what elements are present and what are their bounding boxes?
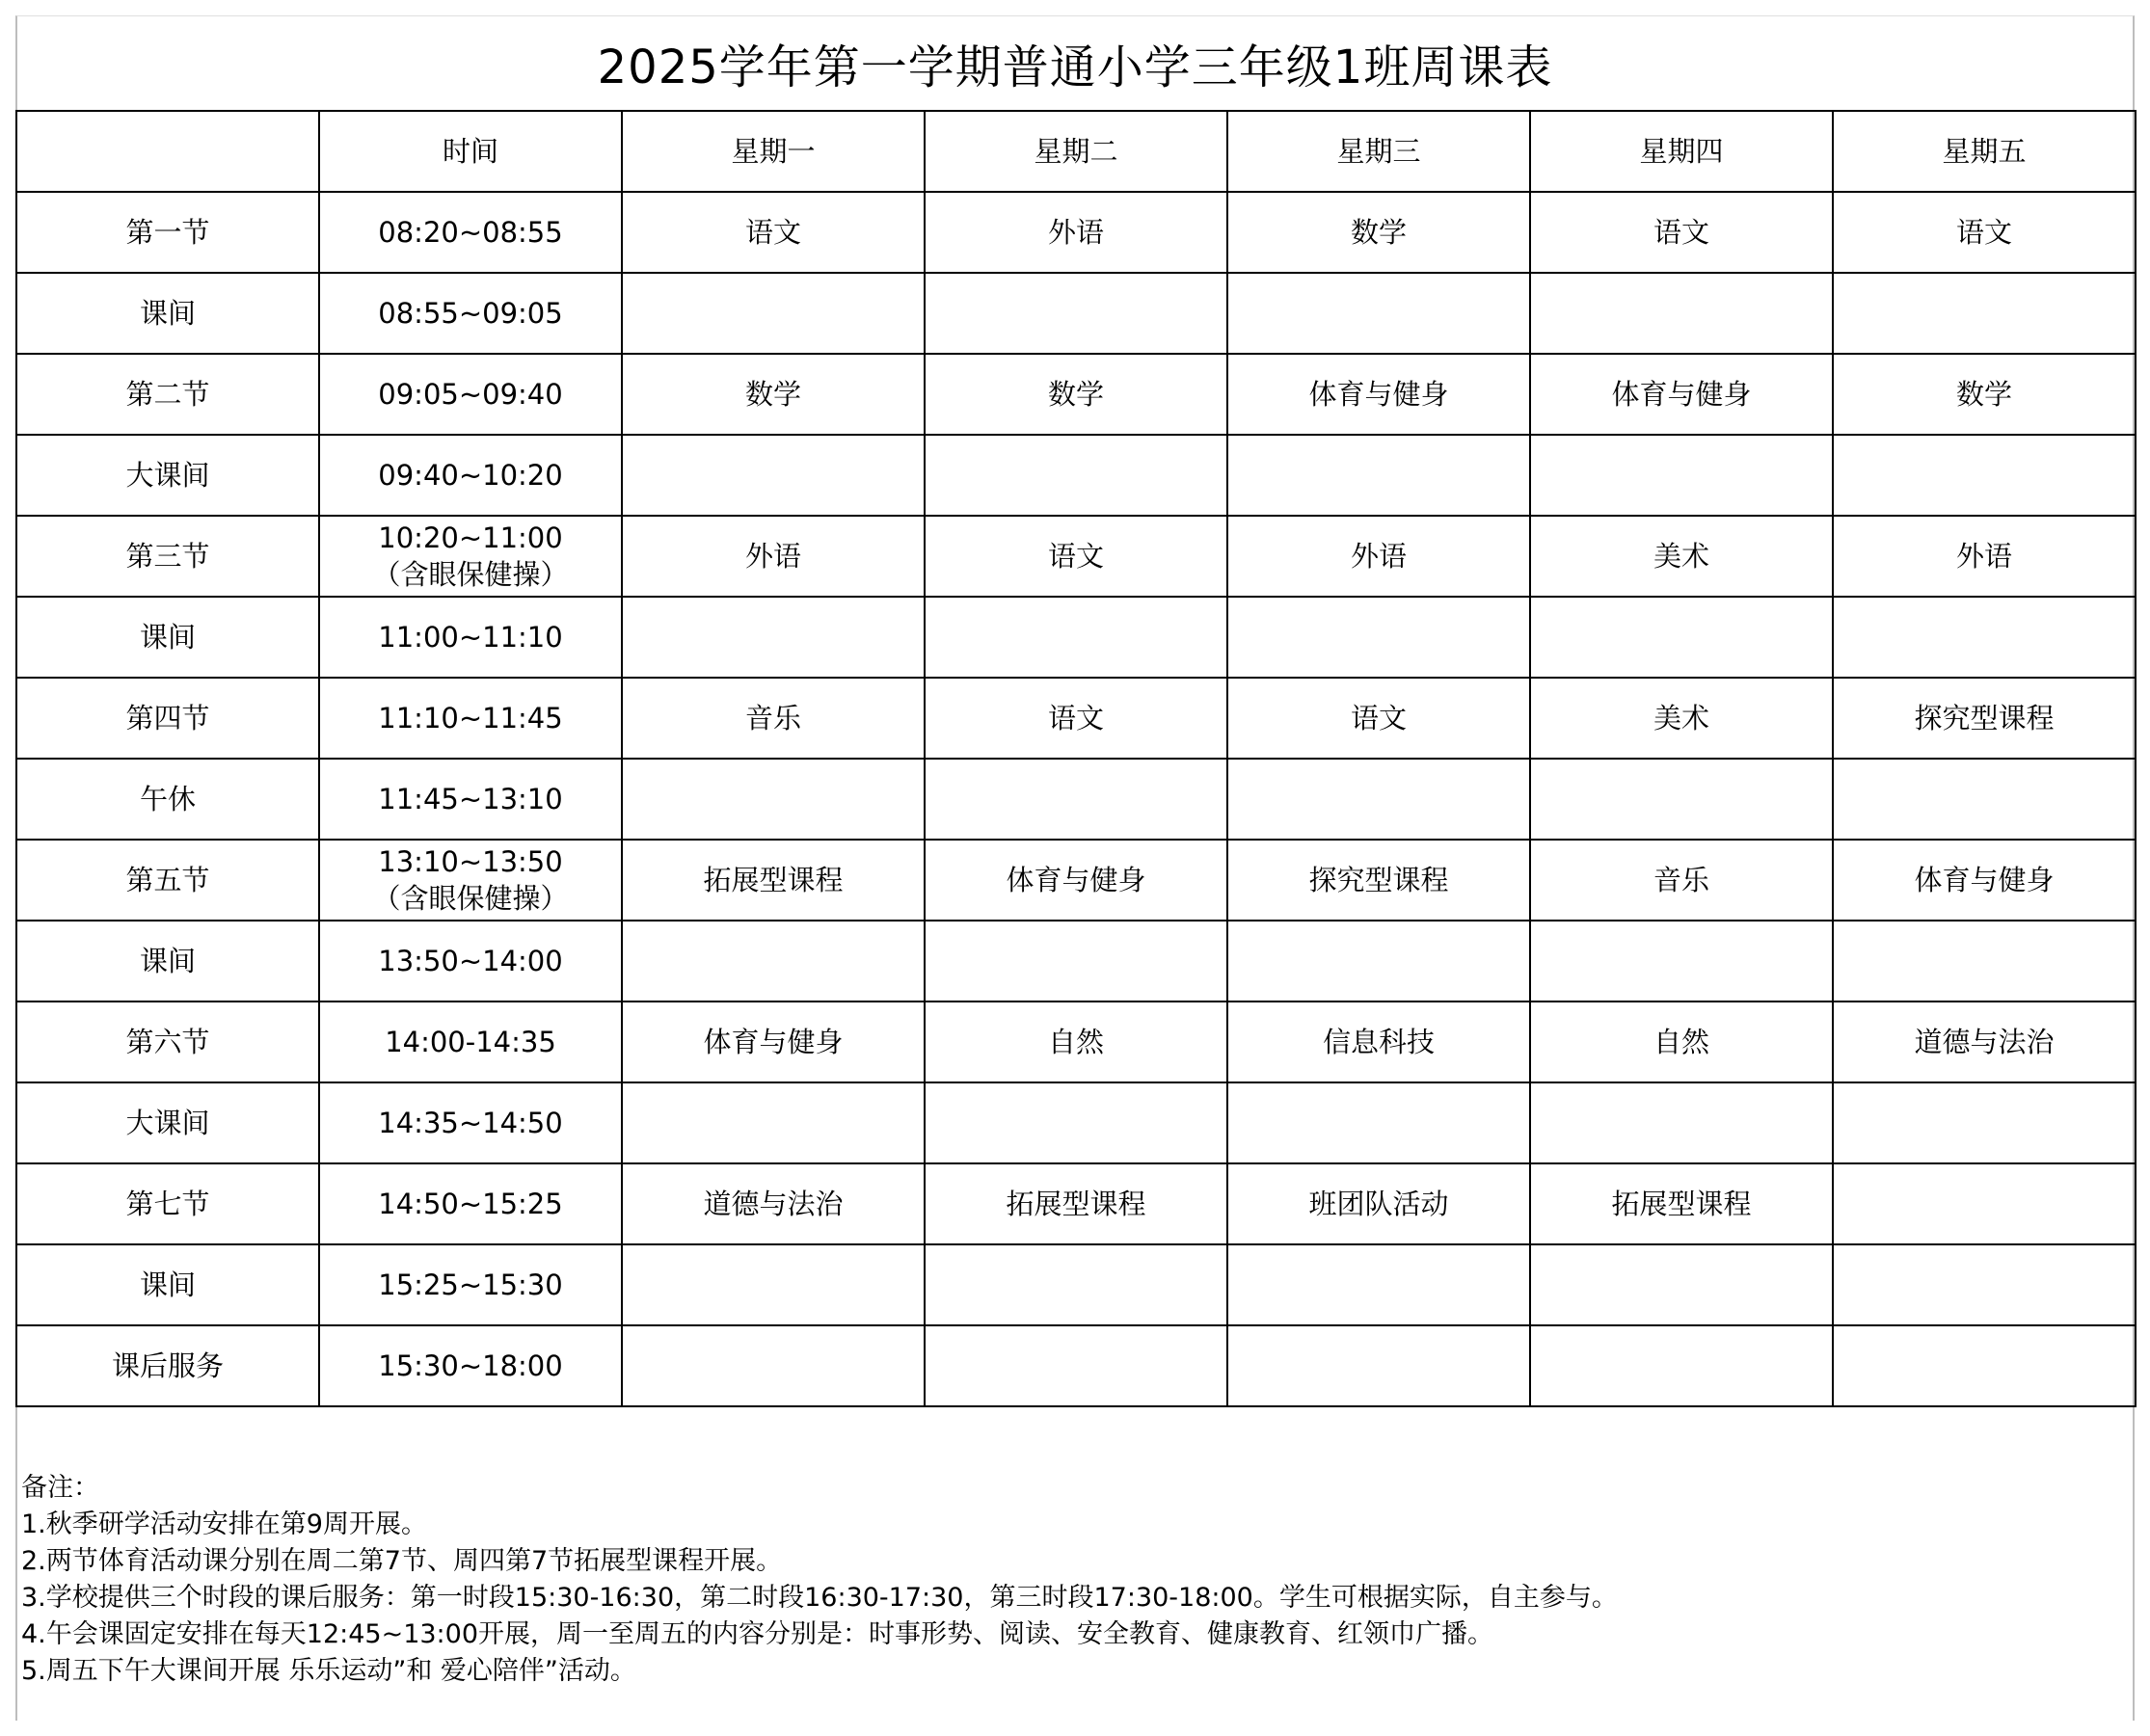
course-cell: 音乐: [622, 678, 925, 759]
course-cell: 美术: [1530, 678, 1833, 759]
course-cell: [1227, 435, 1530, 516]
time-cell: [319, 516, 622, 597]
table-row: [16, 435, 2136, 516]
schedule-table: [15, 110, 2137, 1407]
time-range: 10:20~11:00: [378, 521, 563, 554]
period-cell: 课间: [16, 273, 319, 354]
course-cell: [1227, 921, 1530, 1002]
period-cell: 课间: [16, 921, 319, 1002]
course-cell: 数学: [1227, 192, 1530, 273]
course-cell: [1833, 921, 2136, 1002]
period-cell: 大课间: [16, 435, 319, 516]
time-cell: [319, 840, 622, 921]
course-cell: 美术: [1530, 516, 1833, 597]
course-cell: 语文: [925, 516, 1227, 597]
course-cell: [925, 921, 1227, 1002]
course-cell: [925, 435, 1227, 516]
course-cell: 班团队活动: [1227, 1163, 1530, 1244]
course-cell: 道德与法治: [622, 1163, 925, 1244]
time-cell: 09:40~10:20: [319, 435, 622, 516]
period-cell: 第七节: [16, 1163, 319, 1244]
table-row: [16, 354, 2136, 435]
course-cell: [925, 1325, 1227, 1406]
course-cell: [1530, 759, 1833, 840]
note-line: 5.周五下午大课间开展 乐乐运动”和 爱心陪伴”活动。: [21, 1656, 636, 1686]
time-note: （含眼保健操）: [372, 882, 569, 915]
header-cell-time: 时间: [319, 111, 622, 192]
course-cell: [622, 435, 925, 516]
course-cell: 自然: [1530, 1002, 1833, 1082]
note-line: 1.秋季研学活动安排在第9周开展。: [21, 1509, 427, 1539]
course-cell: 外语: [622, 516, 925, 597]
period-cell: 第三节: [16, 516, 319, 597]
table-row: [16, 1082, 2136, 1163]
period-cell: 课间: [16, 1244, 319, 1325]
course-cell: [1530, 1244, 1833, 1325]
page-title: 2025学年第一学期普通小学三年级1班周课表: [597, 40, 1553, 94]
course-cell: [1833, 1244, 2136, 1325]
time-range: 13:10~13:50: [378, 845, 563, 878]
time-cell: 11:10~11:45: [319, 678, 622, 759]
course-cell: 体育与健身: [925, 840, 1227, 921]
course-cell: 自然: [925, 1002, 1227, 1082]
course-cell: [1530, 1082, 1833, 1163]
course-cell: [1833, 597, 2136, 678]
course-cell: 体育与健身: [1833, 840, 2136, 921]
table-row: [16, 273, 2136, 354]
table-row: [16, 516, 2136, 597]
time-cell: 13:50~14:00: [319, 921, 622, 1002]
course-cell: 外语: [1833, 516, 2136, 597]
header-row: [16, 111, 2136, 192]
course-cell: [925, 1244, 1227, 1325]
time-cell: 14:35~14:50: [319, 1082, 622, 1163]
course-cell: [622, 759, 925, 840]
table-row: [16, 1244, 2136, 1325]
notes-heading: 备注：: [21, 1473, 99, 1503]
course-cell: [925, 597, 1227, 678]
course-cell: 探究型课程: [1227, 840, 1530, 921]
course-cell: 外语: [1227, 516, 1530, 597]
time-cell: 08:20~08:55: [319, 192, 622, 273]
course-cell: 数学: [925, 354, 1227, 435]
time-cell: 15:30~18:00: [319, 1325, 622, 1406]
course-cell: 信息科技: [1227, 1002, 1530, 1082]
course-cell: [925, 759, 1227, 840]
time-cell: 11:00~11:10: [319, 597, 622, 678]
course-cell: 语文: [1530, 192, 1833, 273]
time-cell: 11:45~13:10: [319, 759, 622, 840]
course-cell: [1833, 1325, 2136, 1406]
course-cell: 数学: [1833, 354, 2136, 435]
header-cell-monday: 星期一: [622, 111, 925, 192]
period-cell: 课后服务: [16, 1325, 319, 1406]
course-cell: 语文: [1833, 192, 2136, 273]
course-cell: [1227, 1244, 1530, 1325]
schedule-body: [16, 192, 2136, 1406]
course-cell: [1833, 1163, 2136, 1244]
course-cell: [1833, 759, 2136, 840]
period-cell: 第五节: [16, 840, 319, 921]
course-cell: [622, 597, 925, 678]
time-cell: 14:00-14:35: [319, 1002, 622, 1082]
time-note: （含眼保健操）: [372, 558, 569, 591]
table-row: [16, 597, 2136, 678]
time-cell: 15:25~15:30: [319, 1244, 622, 1325]
table-row: [16, 759, 2136, 840]
course-cell: 语文: [622, 192, 925, 273]
course-cell: [1530, 435, 1833, 516]
course-cell: 道德与法治: [1833, 1002, 2136, 1082]
course-cell: 拓展型课程: [925, 1163, 1227, 1244]
table-row: [16, 192, 2136, 273]
notes-section: [21, 1470, 2123, 1690]
course-cell: [925, 1082, 1227, 1163]
course-cell: [622, 921, 925, 1002]
course-cell: [1227, 597, 1530, 678]
course-cell: [1227, 759, 1530, 840]
header-cell-tuesday: 星期二: [925, 111, 1227, 192]
course-cell: [1530, 921, 1833, 1002]
course-cell: 外语: [925, 192, 1227, 273]
note-line: 3.学校提供三个时段的课后服务：第一时段15:30-16:30，第二时段16:30-17:30，第三时段17:30-18:00。学生可根据实际，自主参与。: [21, 1583, 1618, 1613]
course-cell: 拓展型课程: [1530, 1163, 1833, 1244]
table-row: [16, 1002, 2136, 1082]
period-cell: 课间: [16, 597, 319, 678]
course-cell: 体育与健身: [1227, 354, 1530, 435]
table-row: [16, 921, 2136, 1002]
header-cell-blank: [16, 111, 319, 192]
course-cell: [1833, 1082, 2136, 1163]
course-cell: 语文: [925, 678, 1227, 759]
time-cell: 14:50~15:25: [319, 1163, 622, 1244]
header-cell-friday: 星期五: [1833, 111, 2136, 192]
note-line: 4.午会课固定安排在每天12:45~13:00开展，周一至周五的内容分别是：时事形势、阅读、安全教育、健康教育、红领巾广播。: [21, 1619, 1494, 1649]
table-row: [16, 840, 2136, 921]
table-row: [16, 1163, 2136, 1244]
course-cell: [1833, 435, 2136, 516]
course-cell: [622, 1244, 925, 1325]
course-cell: 探究型课程: [1833, 678, 2136, 759]
table-row: [16, 678, 2136, 759]
period-cell: 午休: [16, 759, 319, 840]
course-cell: [1530, 597, 1833, 678]
course-cell: [1530, 1325, 1833, 1406]
course-cell: [925, 273, 1227, 354]
period-cell: 第二节: [16, 354, 319, 435]
period-cell: 第四节: [16, 678, 319, 759]
course-cell: [1227, 1082, 1530, 1163]
course-cell: 数学: [622, 354, 925, 435]
course-cell: 体育与健身: [1530, 354, 1833, 435]
course-cell: [1227, 1325, 1530, 1406]
header-cell-thursday: 星期四: [1530, 111, 1833, 192]
course-cell: 体育与健身: [622, 1002, 925, 1082]
header-cell-wednesday: 星期三: [1227, 111, 1530, 192]
course-cell: [622, 273, 925, 354]
table-row: [16, 1325, 2136, 1406]
course-cell: 音乐: [1530, 840, 1833, 921]
time-cell: 09:05~09:40: [319, 354, 622, 435]
course-cell: [622, 1082, 925, 1163]
period-cell: 大课间: [16, 1082, 319, 1163]
period-cell: 第一节: [16, 192, 319, 273]
course-cell: 语文: [1227, 678, 1530, 759]
course-cell: [1530, 273, 1833, 354]
time-cell: 08:55~09:05: [319, 273, 622, 354]
course-cell: [1833, 273, 2136, 354]
period-cell: 第六节: [16, 1002, 319, 1082]
course-cell: [622, 1325, 925, 1406]
course-cell: [1227, 273, 1530, 354]
course-cell: 拓展型课程: [622, 840, 925, 921]
note-line: 2.两节体育活动课分别在周二第7节、周四第7节拓展型课程开展。: [21, 1546, 783, 1576]
